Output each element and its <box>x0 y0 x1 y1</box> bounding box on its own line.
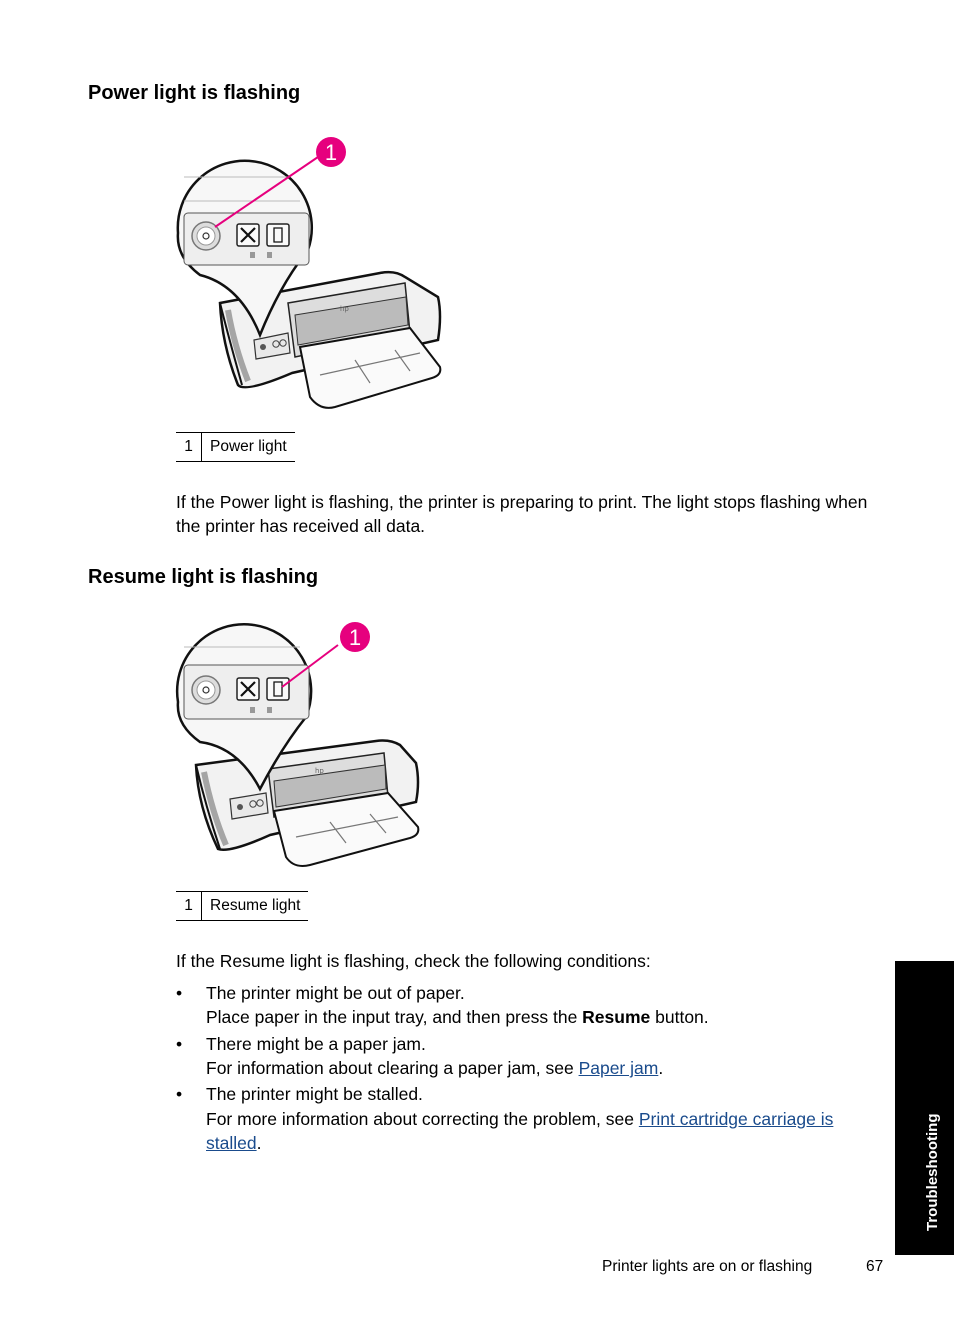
footer-section-title: Printer lights are on or flashing <box>602 1258 813 1275</box>
chapter-tab-label: Troubleshooting <box>924 1113 941 1231</box>
bullet-marker: • <box>176 1084 183 1104</box>
list-item <box>176 1082 896 1157</box>
printer-illustration-resume-light <box>170 617 460 877</box>
list-item-title: The printer might be out of paper. <box>206 983 465 1003</box>
list-item <box>176 981 896 1031</box>
section-heading-resume-light: Resume light is flashing <box>88 566 319 588</box>
chapter-side-tab <box>895 961 954 1255</box>
legend-number: 1 <box>176 433 202 461</box>
list-item-title: There might be a paper jam. <box>206 1034 426 1054</box>
section-heading-power-light: Power light is flashing <box>88 82 301 104</box>
list-item-title: The printer might be stalled. <box>206 1084 423 1104</box>
svg-text:hp: hp <box>315 767 324 775</box>
list-item-detail: Place paper in the input tray, and then press the Resume button. <box>206 1007 709 1027</box>
callout-number: 1 <box>324 140 338 165</box>
footer-page-number: 67 <box>866 1258 884 1275</box>
printer-icon <box>196 741 418 867</box>
list-item-detail: For more information about correcting the problem, see Print cartridge carriage is stalled. <box>206 1109 834 1153</box>
legend-label: Power light <box>210 438 287 455</box>
printer-illustration-power-light <box>170 135 460 415</box>
resume-button-name: Resume <box>582 1007 651 1027</box>
list-item-detail: For information about clearing a paper jam, see Paper jam. <box>206 1058 664 1078</box>
list-item <box>176 1032 896 1082</box>
carriage-stalled-link[interactable]: Print cartridge carriage is stalled <box>206 1109 834 1153</box>
figure-legend-power <box>176 432 295 462</box>
bullet-marker: • <box>176 1034 183 1054</box>
figure-legend-resume <box>176 891 308 921</box>
callout-number: 1 <box>348 625 362 650</box>
resume-light-intro: If the Resume light is flashing, check the following conditions: <box>176 951 651 971</box>
legend-label: Resume light <box>210 897 301 914</box>
bullet-marker: • <box>176 983 183 1003</box>
legend-number: 1 <box>176 892 202 920</box>
paper-jam-link[interactable]: Paper jam <box>578 1058 659 1078</box>
svg-text:hp: hp <box>340 305 349 313</box>
power-light-paragraph: If the Power light is flashing, the printer is preparing to print. The light stops flashing when the printer has received all data. <box>176 492 868 536</box>
